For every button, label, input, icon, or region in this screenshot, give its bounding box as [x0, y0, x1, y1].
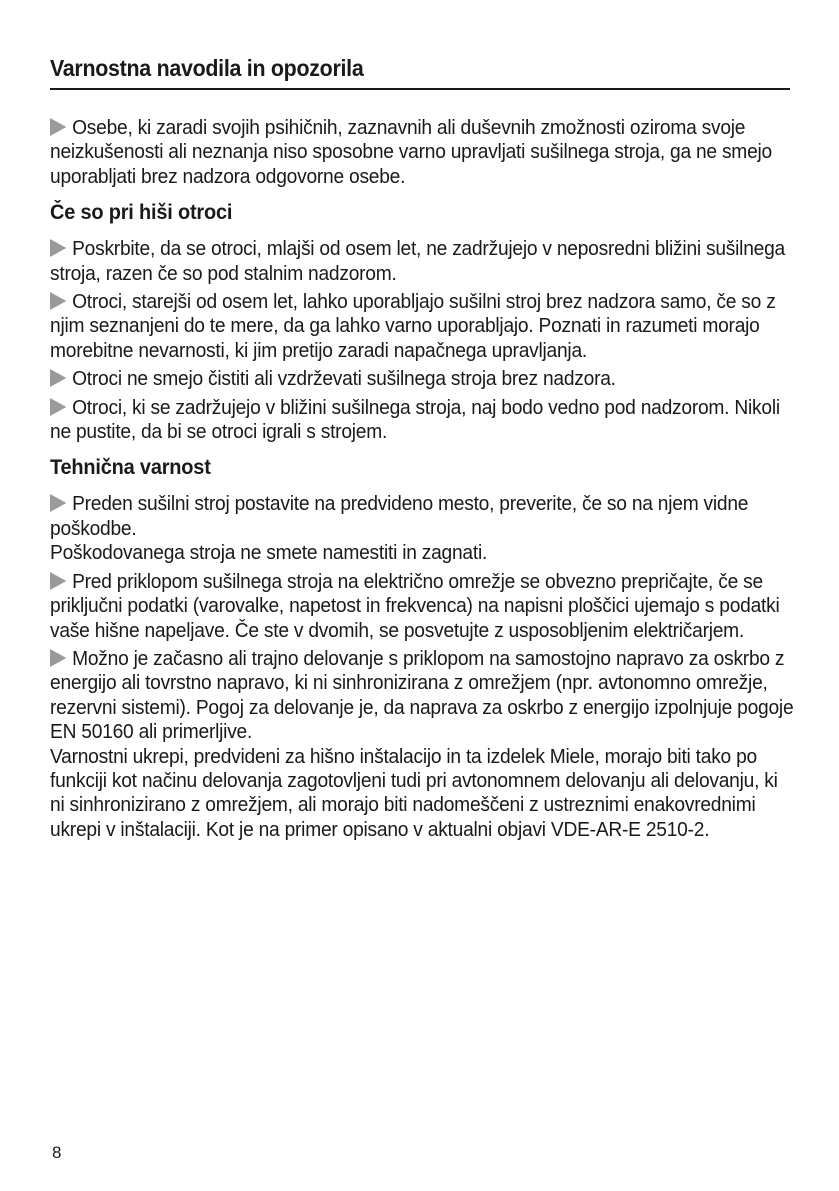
- triangle-bullet-icon: [50, 292, 66, 310]
- triangle-bullet-icon: [50, 398, 66, 416]
- paragraph: Preden sušilni stroj postavite na predvideno mesto, preverite, če so na njem vidne poškodbe.: [50, 493, 749, 540]
- paragraph: Otroci, starejši od osem let, lahko uporabljajo sušilni stroj brez nadzora samo, če so z njim seznanjeni do te mere, da ga lahko varno uporabljajo. Poznati in razumeti morajo morebitne nevarnosti, ki jim pretijo zaradi napačnega upravljanja.: [50, 291, 776, 362]
- triangle-bullet-icon: [50, 572, 66, 590]
- title-divider: [50, 88, 790, 90]
- paragraph: Poskrbite, da se otroci, mlajši od osem let, ne zadržujejo v neposredni bližini sušilnega stroja, razen če so pod stalnim nadzorom.: [50, 238, 785, 285]
- page-title: Varnostna navodila in opozorila: [50, 55, 364, 81]
- paragraph: Otroci, ki se zadržujejo v bližini sušilnega stroja, naj bodo vedno pod nadzorom. Nikoli ne pustite, da bi se otroci igrali s strojem.: [50, 396, 780, 444]
- triangle-bullet-icon: [50, 239, 66, 257]
- content: [50, 116, 794, 846]
- paragraph: Možno je začasno ali trajno delovanje s priklopom na samostojno napravo za oskrbo z energijo ali tovrstno napravo, ki ni sinhronizirana z omrežjem (npr. avtonomno omrežje, rezervni sistemi). Pogoj za delovanje je, da naprava za oskrbo z energijo izpolnjuje pogoje EN 50160 ali primerljive.: [50, 647, 794, 744]
- triangle-bullet-icon: [50, 369, 66, 387]
- triangle-bullet-icon: [50, 494, 66, 512]
- section-heading-children: Če so pri hiši otroci: [50, 201, 233, 225]
- triangle-bullet-icon: [50, 118, 66, 136]
- paragraph: Otroci ne smejo čistiti ali vzdrževati sušilnega stroja brez nadzora.: [50, 367, 794, 391]
- paragraph-continuation: Varnostni ukrepi, predvideni za hišno inštalacijo in ta izdelek Miele, morajo biti tako po funkciji kot načinu delovanja zagotovljeni tudi pri avtonomnem delovanju ali delovanju, ki ni sinhronizirano z omrežjem, ali morajo biti nadomeščeni z ustreznimi enakovrednimi ukrepi v inštalaciji. Kot je na primer opisano v aktualni objavi VDE-AR-E 2510-2.: [50, 745, 778, 841]
- section-heading-technical-safety: Tehnična varnost: [50, 456, 211, 480]
- triangle-bullet-icon: [50, 649, 66, 667]
- page-number: 8: [52, 1143, 62, 1162]
- paragraph-continuation: Poškodovanega stroja ne smete namestiti in zagnati.: [50, 542, 488, 565]
- paragraph: Pred priklopom sušilnega stroja na električno omrežje se obvezno prepričajte, če se priključni podatki (varovalke, napetost in frekvenca) na napisni ploščici ujemajo s podatki vaše hišne napeljave. Če ste v dvomih, se posvetujte z usposobljenim električarjem.: [50, 570, 780, 642]
- paragraph-intro: Osebe, ki zaradi svojih psihičnih, zaznavnih ali duševnih zmožnosti oziroma svoje neizkušenosti ali neznanja niso sposobne varno upravljati sušilnega stroja, ga ne smejo uporabljati brez nadzora odgovorne osebe.: [50, 117, 772, 188]
